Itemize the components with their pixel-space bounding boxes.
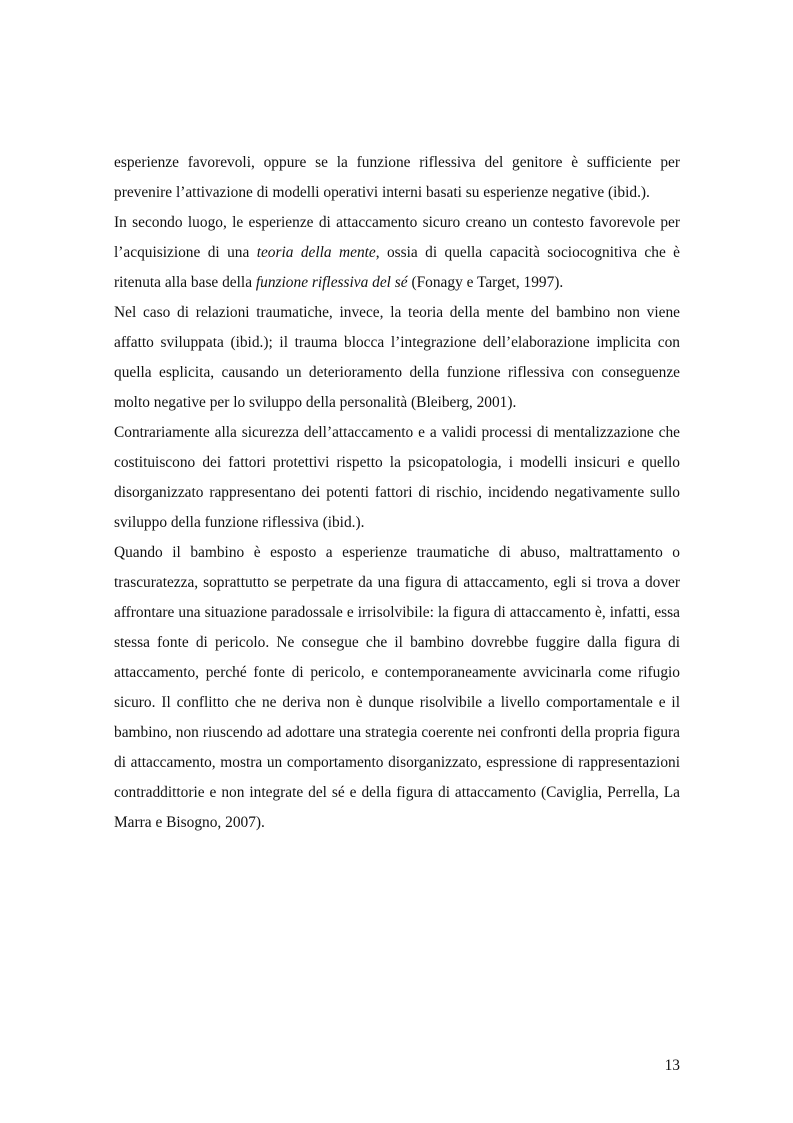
paragraph-4: Contrariamente alla sicurezza dell’attaccamento e a validi processi di mentalizzazione che costituiscono dei fattori protettivi rispetto la psicopatologia, i modelli insicuri e quello disorganizzato rappresentano dei potenti fattori di rischio, incidendo negativamente sullo sviluppo della funzione riflessiva (ibid.). (114, 424, 680, 531)
term-teoria-della-mente: teoria della mente (256, 244, 376, 261)
page-number: 13 (664, 1057, 680, 1074)
paragraph-2-part-1: In secondo luogo, le esperienze di attaccamento sicuro creano un contesto favorevole per l’acquisizione di una (114, 214, 680, 261)
paragraph-3: Nel caso di relazioni traumatiche, invece, la teoria della mente del bambino non viene affatto sviluppata (ibid.); il trauma blocca l’integrazione dell’elaborazione implicita con quella esplicita, causando un deterioramento della funzione riflessiva con conseguenze molto negative per lo sviluppo della personalità (Bleiberg, 2001). (114, 304, 680, 411)
body-text (114, 148, 680, 838)
paragraph-5: Quando il bambino è esposto a esperienze traumatiche di abuso, maltrattamento o trascuratezza, soprattutto se perpetrate da una figura di attaccamento, egli si trova a dover affrontare una situazione paradossale e irrisolvibile: la figura di attaccamento è, infatti, essa stessa fonte di pericolo. Ne consegue che il bambino dovrebbe fuggire dalla figura di attaccamento, perché fonte di pericolo, e contemporaneamente avvicinarla come rifugio sicuro. Il conflitto che ne deriva non è dunque risolvibile a livello comportamentale e il bambino, non riuscendo ad adottare una strategia coerente nei confronti della propria figura di attaccamento, mostra un comportamento disorganizzato, espressione di rappresentazioni contraddittorie e non integrate del sé e della figura di attaccamento (Caviglia, Perrella, La Marra e Bisogno, 2007). (114, 544, 680, 831)
paragraph-2-part-3: (Fonagy e Target, 1997). (407, 274, 564, 291)
paragraph-1: esperienze favorevoli, oppure se la funzione riflessiva del genitore è sufficiente per prevenire l’attivazione di modelli operativi interni basati su esperienze negative (ibid.). (114, 154, 680, 201)
paragraph-2 (114, 208, 680, 298)
term-funzione-riflessiva: funzione riflessiva del sé (255, 274, 408, 291)
paragraph-2-part-2: , ossia di quella capacità sociocognitiva che è ritenuta alla base della (114, 244, 681, 291)
